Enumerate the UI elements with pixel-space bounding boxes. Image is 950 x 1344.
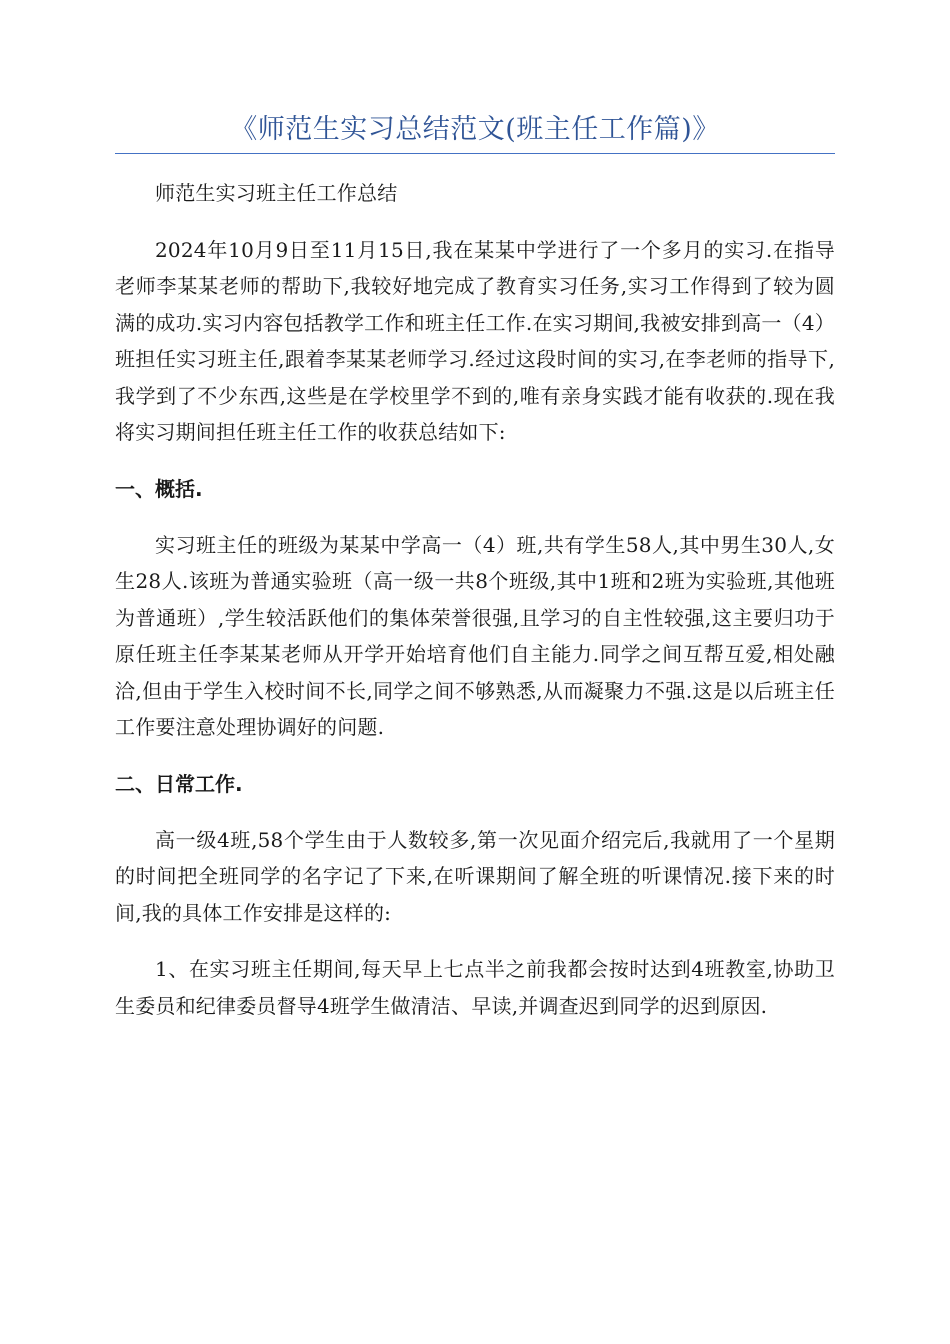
intro-paragraph: 2024年10月9日至11月15日,我在某某中学进行了一个多月的实习.在指导老师李某某老师的帮助下,我较好地完成了教育实习任务,实习工作得到了较为圆满的成功.实习内容包括教学工作和班主任工作.在实习期间,我被安排到高一（4）班担任实习班主任,跟着李某某老师学习.经过这段时间的实习,在李老师的指导下,我学到了不少东西,这些是在学校里学不到的,唯有亲身实践才能有收获的.现在我将实习期间担任班主任工作的收获总结如下: xyxy=(115,237,835,444)
overview-paragraph: 实习班主任的班级为某某中学高一（4）班,共有学生58人,其中男生30人,女生28人.该班为普通实验班（高一级一共8个班级,其中1班和2班为实验班,其他班为普通班）,学生较活跃他们的集体荣誉很强,且学习的自主性较强,这主要归功于原任班主任李某某老师从开学开始培育他们自主能力.同学之间互帮互爱,相处融洽,但由于学生入校时间不长,同学之间不够熟悉,从而凝聚力不强.这是以后班主任工作要注意处理协调好的问题. xyxy=(115,532,835,739)
document-subtitle: 师范生实习班主任工作总结 xyxy=(155,181,398,205)
section-heading-overview: 一、概括. xyxy=(115,476,203,501)
daily-work-item-1: 1、在实习班主任期间,每天早上七点半之前我都会按时达到4班教室,协助卫生委员和纪律委员督导4班学生做清洁、早读,并调查迟到同学的迟到原因. xyxy=(115,957,835,1018)
daily-work-paragraph: 高一级4班,58个学生由于人数较多,第一次见面介绍完后,我就用了一个星期的时间把全班同学的名字记了下来,在听课期间了解全班的听课情况.接下来的时间,我的具体工作安排是这样的: xyxy=(115,827,835,925)
document-title: 《师范生实习总结范文(班主任工作篇)》 xyxy=(230,114,720,145)
section-heading-daily-work: 二、日常工作. xyxy=(115,771,243,796)
title-underline xyxy=(115,153,835,154)
document-body xyxy=(115,175,835,1044)
